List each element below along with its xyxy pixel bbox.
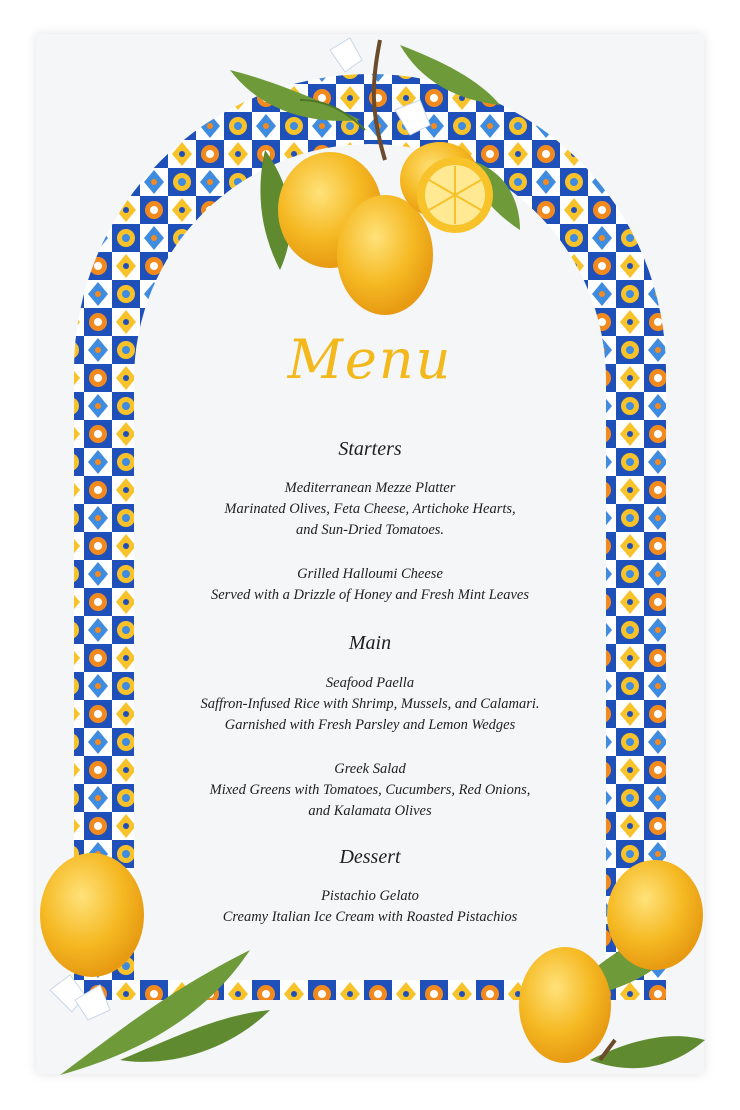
menu-item-name: Pistachio Gelato: [321, 888, 419, 904]
menu-item-description: Served with a Drizzle of Honey and Fresh Mint Leaves: [210, 587, 529, 603]
menu-item-description: Mixed Greens with Tomatoes, Cucumbers, Red Onions,: [209, 782, 531, 798]
section-heading-main: Main: [348, 632, 392, 654]
menu-item-description: and Kalamata Olives: [308, 803, 432, 819]
menu-item-name: Seafood Paella: [325, 675, 415, 691]
menu-item-name: Mediterranean Mezze Platter: [284, 480, 456, 496]
menu-item-name: Grilled Halloumi Cheese: [297, 566, 443, 582]
menu-item-description: Marinated Olives, Feta Cheese, Artichoke Hearts,: [224, 501, 516, 517]
section-heading-dessert: Dessert: [339, 846, 401, 868]
menu-item-description: Garnished with Fresh Parsley and Lemon Wedges: [224, 717, 516, 733]
menu-title: Menu: [287, 328, 453, 391]
menu-item-name: Greek Salad: [334, 761, 406, 777]
menu-item-description: Saffron-Infused Rice with Shrimp, Mussels, and Calamari.: [200, 696, 540, 712]
section-heading-starters: Starters: [338, 438, 402, 460]
top-lemon-branch: [230, 38, 520, 315]
menu-item-description: Creamy Italian Ice Cream with Roasted Pistachios: [222, 909, 518, 925]
menu-item-description: and Sun-Dried Tomatoes.: [295, 522, 445, 538]
